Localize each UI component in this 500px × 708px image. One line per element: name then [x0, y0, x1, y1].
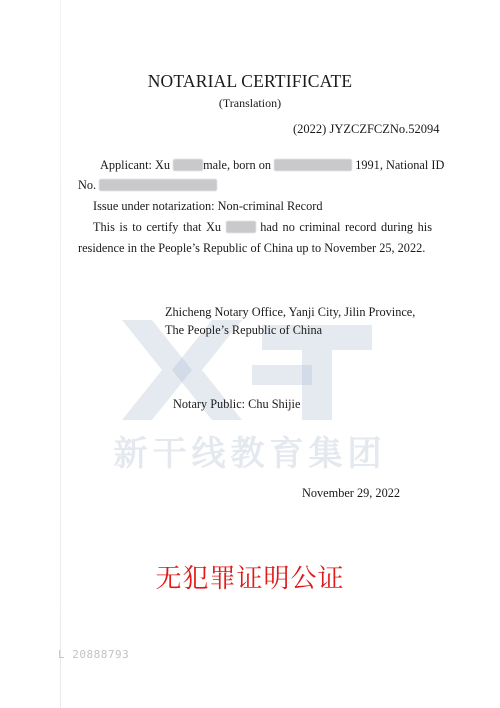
certify-line-1: [93, 220, 432, 235]
office-line-1: Zhicheng Notary Office, Yanji City, Jilin Province,: [165, 305, 416, 319]
certify-prefix: This is to certify that Xu: [93, 220, 222, 234]
redacted-name-2: [226, 221, 256, 233]
applicant-line: [100, 158, 444, 173]
id-line: [78, 178, 217, 193]
stamp-number: L 20888793: [58, 648, 130, 661]
id-prefix: No.: [78, 178, 97, 192]
applicant-year: 1991, National ID: [355, 158, 445, 172]
watermark-text: 新干线教育集团: [113, 434, 387, 474]
redacted-id-number: [99, 179, 217, 191]
redacted-name: [173, 159, 203, 171]
certify-line-2: residence in the People’s Republic of China up to November 25, 2022.: [78, 241, 426, 255]
applicant-prefix: Applicant: Xu: [100, 158, 171, 172]
issue-line: Issue under notarization: Non-criminal Record: [93, 199, 323, 213]
applicant-gender: male, born on: [203, 158, 272, 172]
issue-date: November 29, 2022: [302, 486, 401, 500]
office-line-2: The People’s Republic of China: [165, 323, 323, 337]
chinese-title: 无犯罪证明公证: [155, 564, 345, 594]
certify-suffix: had no criminal record during his: [260, 220, 432, 234]
document-subtitle: (Translation): [218, 96, 282, 110]
reference-number: (2022) JYZCZFCZNo.52094: [293, 122, 440, 136]
notary-public: Notary Public: Chu Shijie: [173, 397, 301, 411]
redacted-birthdate: [274, 159, 352, 171]
document-title: NOTARIAL CERTIFICATE: [147, 71, 353, 91]
